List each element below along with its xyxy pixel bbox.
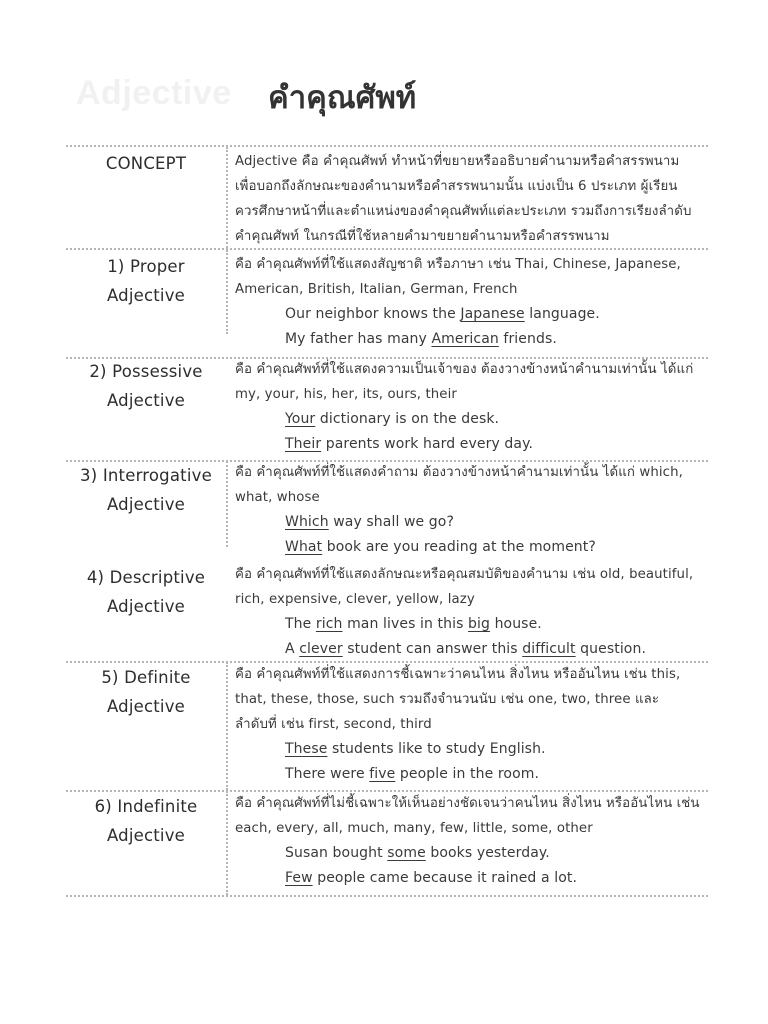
example-sentence: Susan bought some books yesterday. bbox=[285, 845, 550, 861]
column-divider bbox=[226, 250, 228, 334]
column-divider bbox=[226, 662, 228, 790]
example-sentence: Your dictionary is on the desk. bbox=[285, 411, 500, 427]
title-english: Adjective bbox=[76, 74, 232, 112]
page-header bbox=[76, 70, 716, 126]
row-label-line1: 1) Proper bbox=[107, 257, 185, 276]
row-label bbox=[66, 461, 226, 519]
row-description bbox=[235, 357, 713, 457]
description-line: คือ คำคุณศัพท์ที่ใช้แสดงความเป็นเจ้าของ ต้องวางข้างหน้าคำนามเท่านั้น ได้แก่ bbox=[235, 362, 694, 377]
row-description bbox=[235, 662, 713, 787]
example-keyword: American bbox=[431, 331, 499, 347]
row-label-line1: CONCEPT bbox=[105, 154, 187, 173]
row-label bbox=[66, 663, 226, 721]
example-keyword: Japanese bbox=[460, 306, 525, 322]
row-label-line1: 6) Indefinite bbox=[94, 797, 198, 816]
description-line: ควรศึกษาหน้าที่และตำแหน่งของคำคุณศัพท์แต่ละประเภท รวมถึงการเรียงลำดับ bbox=[235, 204, 692, 219]
example-keyword: big bbox=[468, 616, 491, 632]
example-sentence: Few people came because it rained a lot. bbox=[285, 870, 577, 886]
description-line: ลำดับที่ เช่น first, second, third bbox=[235, 717, 432, 732]
example-keyword: What bbox=[285, 539, 323, 555]
description-line: คือ คำคุณศัพท์ที่ใช้แสดงการชี้เฉพาะว่าคนไหน สิ่งไหน หรืออันไหน เช่น this, bbox=[235, 667, 681, 682]
row-label bbox=[66, 149, 226, 178]
description-line: my, your, his, her, its, ours, their bbox=[235, 387, 457, 402]
column-divider bbox=[226, 461, 228, 547]
description-line: คือ คำคุณศัพท์ที่ไม่ชี้เฉพาะให้เห็นอย่างชัดเจนว่าคนไหน สิ่งไหน หรืออันไหน เช่น bbox=[235, 796, 700, 811]
example-keyword: difficult bbox=[522, 641, 576, 657]
description-line: คือ คำคุณศัพท์ที่ใช้แสดงคำถาม ต้องวางข้างหน้าคำนามเท่านั้น ได้แก่ which, bbox=[235, 465, 683, 480]
row-label bbox=[66, 252, 226, 310]
row-label-line1: 5) Definite bbox=[101, 668, 191, 687]
description-line: คำคุณศัพท์ ในกรณีที่ใช้หลายคำมาขยายคำนามหรือคำสรรพนาม bbox=[235, 229, 610, 244]
row-label-line1: 2) Possessive bbox=[89, 362, 203, 381]
row-divider bbox=[66, 895, 708, 897]
description-line: เพื่อบอกถึงลักษณะของคำนามหรือคำสรรพนามนั้น แบ่งเป็น 6 ประเภท ผู้เรียน bbox=[235, 179, 678, 194]
example-keyword: clever bbox=[299, 641, 343, 657]
example-sentence: A clever student can answer this difficult question. bbox=[285, 641, 646, 657]
example-keyword: Which bbox=[285, 514, 329, 530]
example-sentence: The rich man lives in this big house. bbox=[285, 616, 542, 632]
column-divider bbox=[226, 791, 228, 895]
row-label-line2: Adjective bbox=[106, 286, 186, 305]
row-description bbox=[235, 562, 713, 662]
description-line: คือ คำคุณศัพท์ที่ใช้แสดงสัญชาติ หรือภาษา เช่น Thai, Chinese, Japanese, bbox=[235, 257, 681, 272]
row-label bbox=[66, 357, 226, 415]
example-keyword: some bbox=[387, 845, 426, 861]
example-sentence: Their parents work hard every day. bbox=[285, 436, 534, 452]
example-keyword: rich bbox=[315, 616, 343, 632]
example-sentence: What book are you reading at the moment? bbox=[285, 539, 596, 555]
title-thai: คำคุณศัพท์ bbox=[268, 80, 417, 116]
row-description bbox=[235, 791, 713, 891]
row-label-line2: Adjective bbox=[106, 495, 186, 514]
example-keyword: Few bbox=[285, 870, 313, 886]
example-sentence: My father has many American friends. bbox=[285, 331, 557, 347]
description-line: American, British, Italian, German, French bbox=[235, 282, 518, 297]
example-keyword: Your bbox=[285, 411, 316, 427]
row-label-line2: Adjective bbox=[106, 597, 186, 616]
description-line: each, every, all, much, many, few, little, some, other bbox=[235, 821, 593, 836]
row-label bbox=[66, 563, 226, 621]
example-keyword: Their bbox=[285, 436, 322, 452]
row-label-line2: Adjective bbox=[106, 697, 186, 716]
row-description bbox=[235, 149, 713, 249]
example-sentence: These students like to study English. bbox=[285, 741, 546, 757]
column-divider bbox=[226, 147, 228, 248]
row-label-line1: 3) Interrogative bbox=[80, 466, 212, 485]
example-sentence: There were five people in the room. bbox=[285, 766, 540, 782]
description-line: rich, expensive, clever, yellow, lazy bbox=[235, 592, 475, 607]
example-sentence: Our neighbor knows the Japanese language. bbox=[285, 306, 600, 322]
row-divider bbox=[66, 145, 708, 147]
description-line: คือ คำคุณศัพท์ที่ใช้แสดงลักษณะหรือคุณสมบัติของคำนาม เช่น old, beautiful, bbox=[235, 567, 694, 582]
row-description bbox=[235, 460, 713, 560]
row-label-line2: Adjective bbox=[106, 826, 186, 845]
row-label-line1: 4) Descriptive bbox=[86, 568, 206, 587]
row-label-line2: Adjective bbox=[106, 391, 186, 410]
example-keyword: five bbox=[369, 766, 396, 782]
adjective-table bbox=[66, 145, 708, 897]
description-line: what, whose bbox=[235, 490, 320, 505]
description-line: that, these, those, such รวมถึงจำนวนนับ เช่น one, two, three และ bbox=[235, 692, 660, 707]
row-label bbox=[66, 792, 226, 850]
description-line: Adjective คือ คำคุณศัพท์ ทำหน้าที่ขยายหรืออธิบายคำนามหรือคำสรรพนาม bbox=[235, 154, 680, 169]
row-description bbox=[235, 252, 713, 352]
example-keyword: These bbox=[285, 741, 328, 757]
example-sentence: Which way shall we go? bbox=[285, 514, 454, 530]
